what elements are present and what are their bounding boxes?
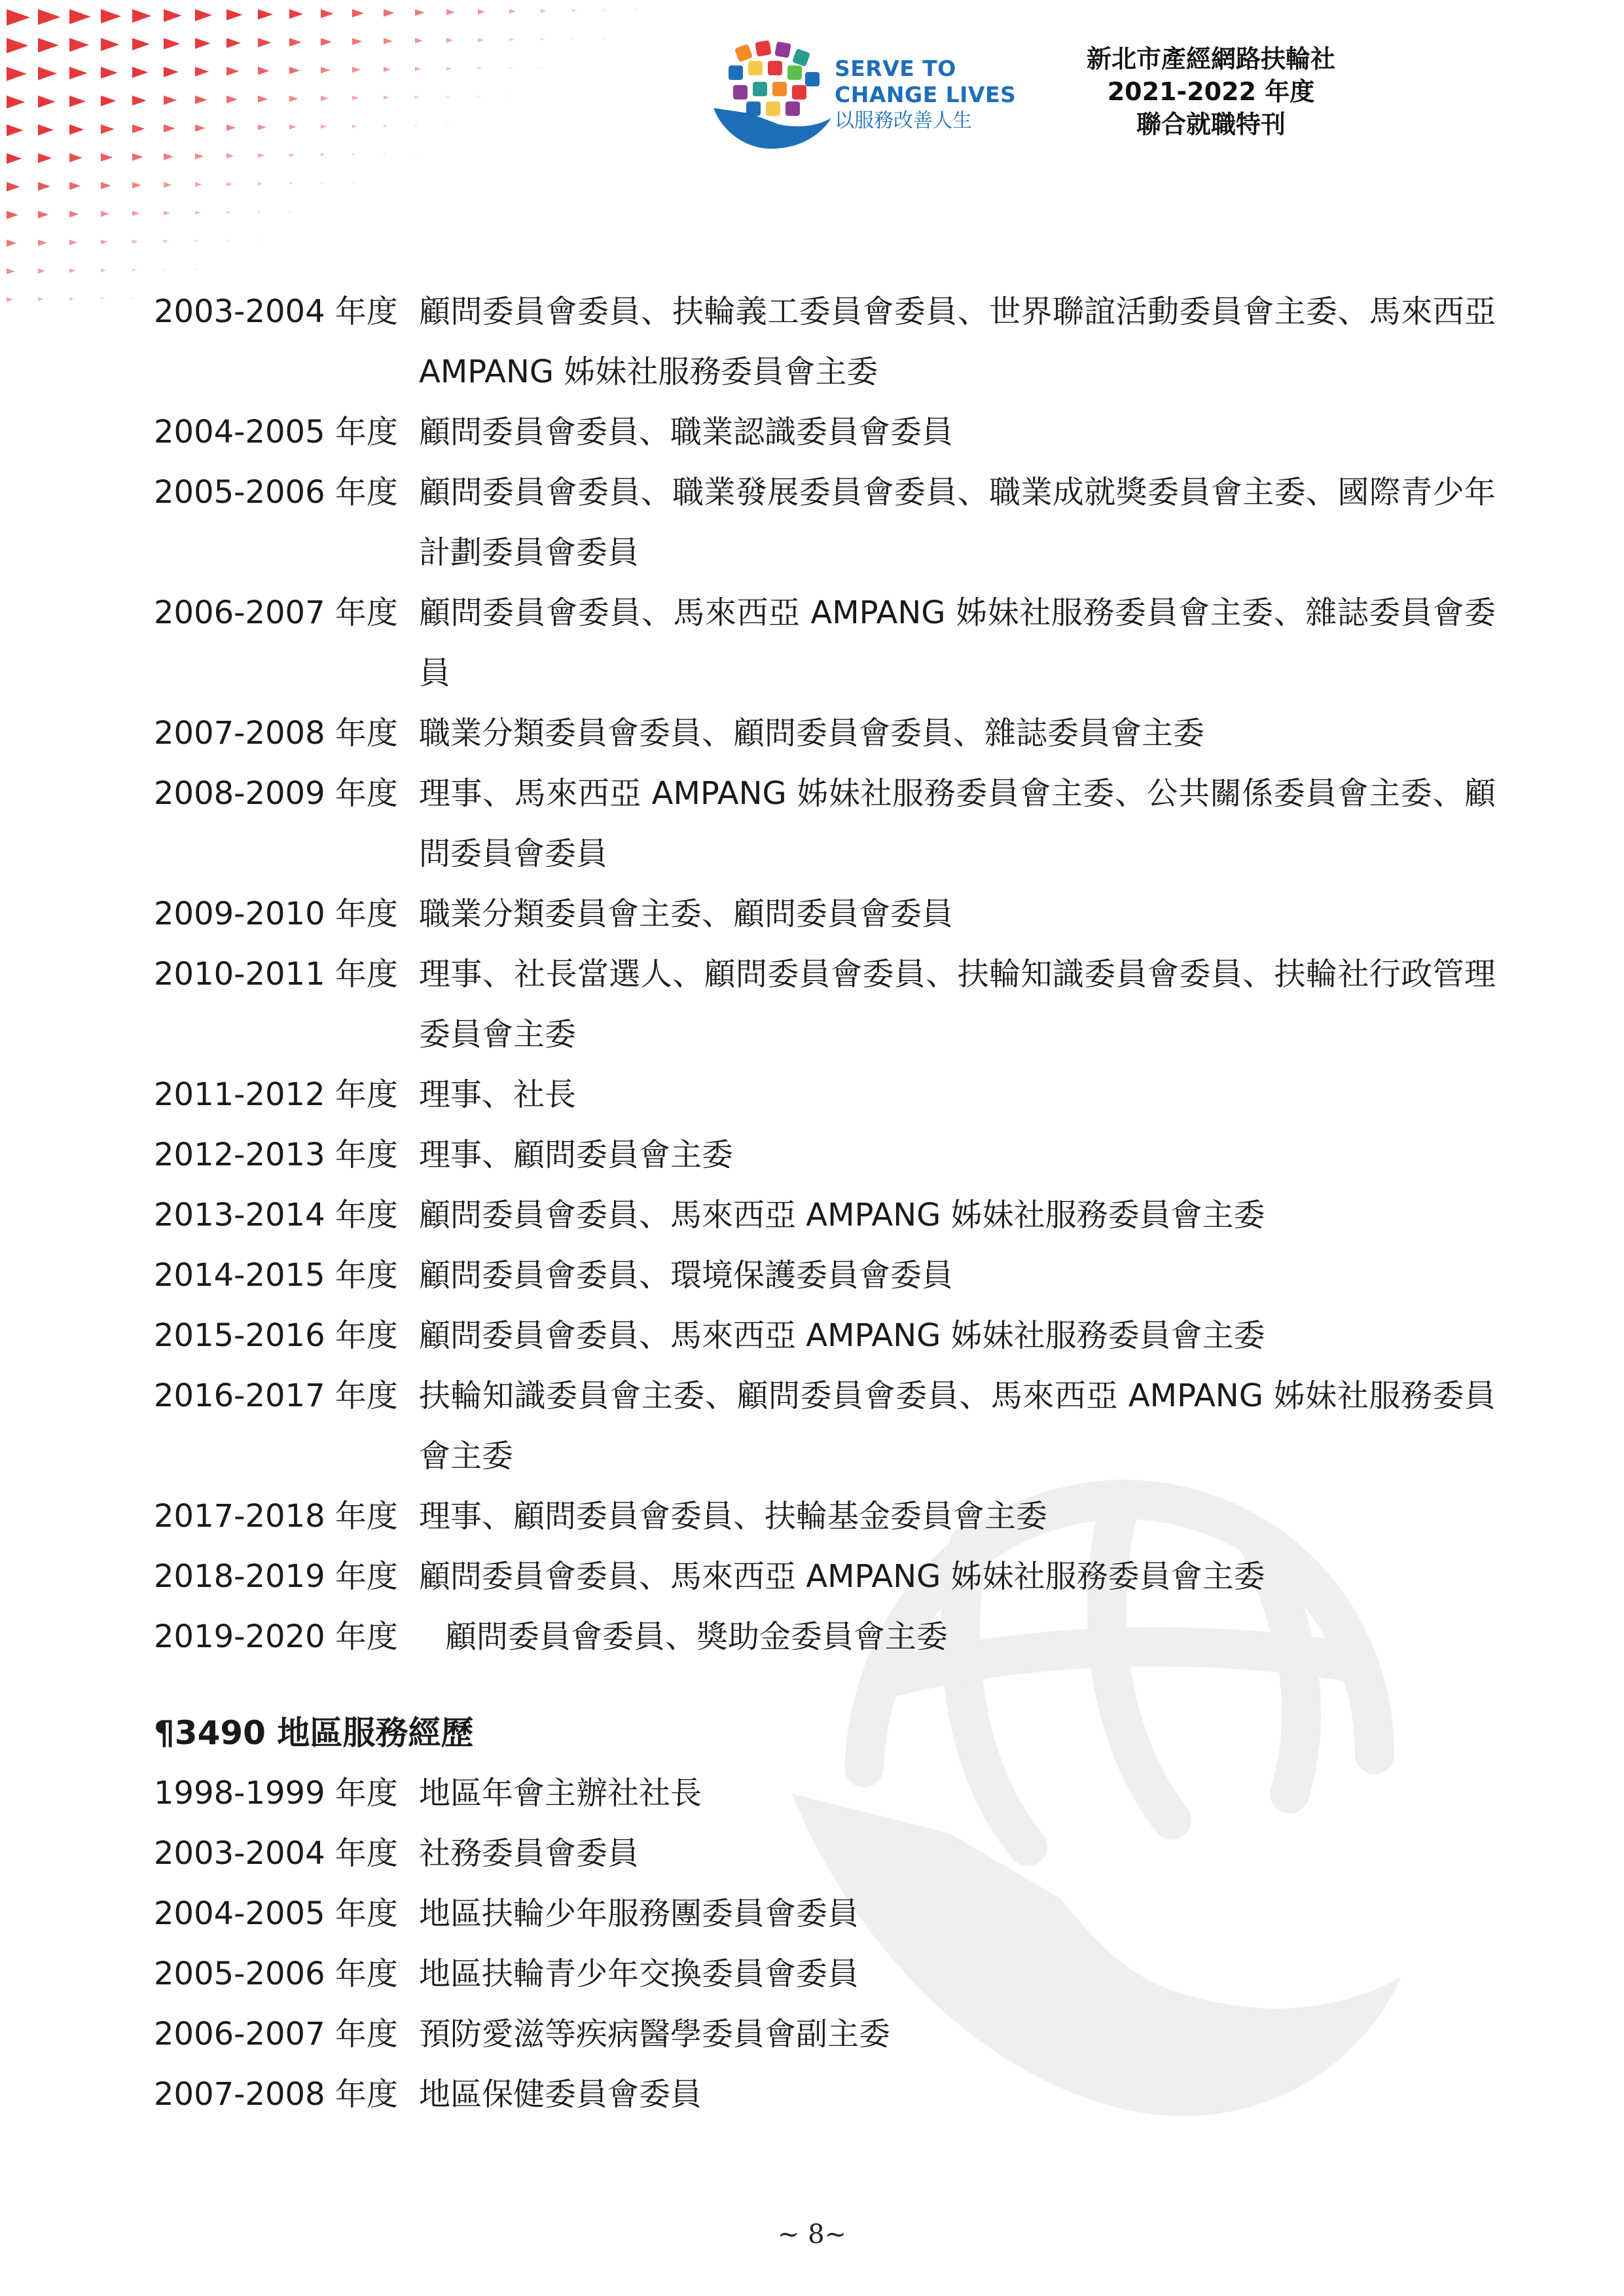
decorative-chevron (478, 38, 484, 42)
service-year: 2004-2005 年度 (154, 414, 398, 450)
decorative-chevron (101, 297, 104, 300)
logo-line-1: SERVE TO (835, 56, 956, 81)
service-description: 顧問委員會委員、馬來西亞 AMPANG 姊妹社服務委員會主委 (419, 1558, 1265, 1595)
decorative-chevron (38, 67, 57, 80)
decorative-chevron (384, 38, 393, 45)
service-description: 顧問委員會委員、職業認識委員會委員 (419, 414, 954, 450)
decorative-chevron (541, 9, 546, 13)
decorative-chevron (195, 96, 207, 104)
decorative-chevron (226, 67, 239, 76)
decorative-chevron (258, 67, 270, 75)
decorative-chevron (164, 153, 173, 160)
decorative-chevron (38, 9, 60, 25)
decorative-chevron (446, 67, 452, 71)
decorative-chevron (101, 38, 120, 51)
decorative-chevron (195, 9, 212, 21)
decorative-chevron (132, 240, 138, 244)
service-description: 顧問委員會委員、扶輪義工委員會委員、世界聯誼活動委員會主委、馬來西亞 AMPANG 姊妹社服務委員會主委 (419, 293, 1496, 390)
service-year: 2009-2010 年度 (154, 896, 398, 932)
decorative-chevron (321, 38, 332, 46)
decorative-chevron (289, 182, 293, 185)
decorative-chevron (195, 211, 200, 215)
service-year: 2016-2017 年度 (154, 1377, 398, 1414)
decorative-chevron (258, 124, 266, 130)
decorative-chevron (101, 182, 111, 189)
service-row (154, 2004, 1496, 2064)
publication-title: 聯合就職特刊 (1136, 110, 1286, 139)
decorative-chevron (101, 9, 121, 24)
service-year: 2006-2007 年度 (154, 594, 398, 631)
decorative-chevron (38, 240, 47, 246)
decorative-chevron (195, 153, 204, 159)
decorative-chevron (258, 9, 273, 20)
service-description: 地區年會主辦社社長 (419, 1775, 702, 1812)
decorative-chevron (446, 96, 450, 98)
decorative-chevron (101, 96, 116, 106)
decorative-chevron (7, 38, 28, 53)
decorative-chevron (384, 124, 388, 127)
service-year: 2012-2013 年度 (154, 1137, 398, 1173)
logo-line-2: CHANGE LIVES (835, 82, 1017, 107)
decorative-chevron (69, 268, 76, 273)
club-service-list (154, 282, 1496, 1667)
decorative-chevron (258, 211, 261, 213)
decorative-chevron (352, 124, 357, 128)
club-name: 新北市產經網路扶輪社 (1086, 45, 1335, 73)
decorative-chevron (321, 124, 327, 129)
decorative-chevron (352, 96, 359, 100)
decorative-chevron (132, 268, 136, 271)
decorative-chevron (415, 67, 422, 71)
service-description: 顧問委員會委員、獎助金委員會主委 (445, 1618, 948, 1655)
service-year: 2017-2018 年度 (154, 1498, 398, 1535)
decorative-chevron (7, 240, 16, 247)
decorative-chevron (289, 153, 295, 157)
service-row (154, 1065, 1496, 1125)
decorative-chevron (7, 211, 18, 219)
service-year: 2005-2006 年度 (154, 1956, 398, 1992)
logo-line-3: 以服務改善人生 (835, 109, 972, 132)
service-year: 2013-2014 年度 (154, 1197, 398, 1233)
decorative-chevron (258, 240, 261, 242)
decorative-chevron (195, 268, 198, 270)
decorative-chevron (446, 124, 449, 126)
serve-to-change-lives-logo-icon (710, 36, 835, 157)
decorative-chevron (195, 182, 202, 187)
decorative-chevron (69, 240, 77, 246)
decorative-chevron (132, 38, 150, 50)
service-row (154, 1185, 1496, 1245)
decorative-chevron (195, 38, 211, 49)
decorative-chevron (352, 67, 361, 73)
decorative-chevron (509, 38, 514, 41)
decorative-chevron (509, 67, 513, 69)
service-description: 理事、馬來西亞 AMPANG 姊妹社服務委員會主委、公共關係委員會主委、顧問委員會委員 (419, 775, 1496, 872)
decorative-chevron (509, 96, 512, 98)
decorative-chevron (164, 211, 170, 215)
decorative-chevron (226, 38, 241, 48)
decorative-chevron (38, 297, 44, 301)
service-row (154, 1125, 1496, 1185)
decorative-chevron (258, 96, 268, 103)
decorative-chevron (226, 211, 231, 214)
decorative-chevron (289, 67, 300, 74)
service-row (154, 763, 1496, 884)
decorative-chevron (289, 38, 302, 46)
decorative-chevron (289, 9, 303, 19)
service-year: 2015-2016 年度 (154, 1317, 398, 1354)
decorative-chevron (132, 211, 139, 216)
district-service-list (154, 1763, 1496, 2124)
decorative-chevron (415, 153, 418, 155)
decorative-chevron (101, 240, 108, 244)
service-year: 2010-2011 年度 (154, 956, 398, 993)
decorative-chevron (195, 67, 209, 77)
service-year: 2019-2020 年度 (154, 1618, 398, 1655)
decorative-chevron (321, 9, 334, 18)
decorative-chevron (226, 9, 243, 20)
service-row (154, 1823, 1496, 1884)
decorative-chevron (38, 38, 59, 52)
service-row (154, 402, 1496, 462)
decorative-chevron (101, 153, 113, 162)
decorative-chevron (164, 38, 180, 50)
service-year: 2006-2007 年度 (154, 2016, 398, 2052)
publication-year: 2021-2022 年度 (1107, 77, 1315, 106)
service-row (154, 1884, 1496, 1944)
decorative-chevron (226, 96, 238, 103)
decorative-chevron (69, 297, 74, 301)
service-year: 2014-2015 年度 (154, 1257, 398, 1294)
decorative-chevron (604, 38, 606, 40)
decorative-chevron (258, 38, 271, 47)
decorative-chevron (69, 67, 88, 79)
decorative-chevron (38, 182, 50, 191)
decorative-chevron (321, 96, 329, 101)
decorative-chevron (384, 9, 394, 16)
decorative-chevron (132, 9, 151, 23)
decorative-chevron (352, 38, 362, 45)
service-row (154, 1486, 1496, 1546)
district-section-title: ¶3490 地區服務經歷 (154, 1714, 474, 1752)
decorative-chevron (7, 124, 24, 136)
decorative-chevron (7, 9, 30, 26)
decorative-chevron (321, 153, 325, 156)
service-year: 2003-2004 年度 (154, 293, 398, 330)
service-description: 理事、社長當選人、顧問委員會委員、扶輪知識委員會委員、扶輪社行政管理委員會主委 (419, 956, 1496, 1053)
decorative-chevron (478, 96, 480, 98)
decorative-chevron (384, 96, 389, 100)
decorative-chevron (415, 124, 418, 126)
service-row (154, 884, 1496, 944)
service-description: 顧問委員會委員、職業發展委員會委員、職業成就獎委員會主委、國際青少年計劃委員會委員 (419, 474, 1496, 571)
service-description: 社務委員會委員 (419, 1835, 640, 1872)
decorative-chevron (509, 9, 516, 14)
decorative-chevron (38, 268, 45, 274)
decorative-chevron (69, 124, 84, 135)
service-row (154, 1245, 1496, 1305)
service-description: 地區扶輪少年服務團委員會委員 (419, 1895, 859, 1932)
service-year: 1998-1999 年度 (154, 1775, 398, 1812)
decorative-chevron (69, 38, 89, 52)
decorative-chevron (38, 124, 54, 136)
decorative-chevron (164, 182, 171, 188)
decorative-chevron (101, 268, 106, 272)
decorative-chevron (478, 67, 482, 69)
service-row (154, 1366, 1496, 1486)
service-description: 職業分類委員會委員、顧問委員會委員、雜誌委員會主委 (419, 715, 1205, 752)
service-year: 2018-2019 年度 (154, 1558, 398, 1595)
decorative-chevron (415, 9, 425, 16)
decorative-chevron (7, 67, 27, 81)
service-description: 顧問委員會委員、馬來西亞 AMPANG 姊妹社服務委員會主委、雜誌委員會委員 (419, 594, 1496, 691)
decorative-chevron (195, 240, 199, 242)
decorative-chevron (164, 124, 175, 132)
decorative-chevron (352, 9, 364, 18)
decorative-chevron (132, 124, 145, 133)
decorative-chevron (321, 67, 330, 73)
decorative-chevron (164, 268, 167, 270)
service-row (154, 944, 1496, 1065)
decorative-chevron (541, 38, 545, 41)
decorative-chevron (226, 124, 236, 131)
service-description: 地區扶輪青少年交換委員會委員 (419, 1956, 859, 1992)
service-row (154, 2064, 1496, 2124)
decorative-chevron (415, 38, 423, 44)
service-row (154, 1546, 1496, 1607)
service-row (154, 1763, 1496, 1823)
decorative-chevron (289, 211, 292, 213)
decorative-chevron (101, 124, 115, 134)
service-description: 理事、社長 (419, 1076, 577, 1113)
decorative-chevron (132, 297, 135, 299)
service-description: 職業分類委員會主委、顧問委員會委員 (419, 896, 954, 932)
service-description: 顧問委員會委員、環境保護委員會委員 (419, 1257, 954, 1294)
service-description: 理事、顧問委員會主委 (419, 1137, 734, 1173)
decorative-chevron (289, 124, 297, 130)
decorative-chevron (7, 96, 25, 109)
decorative-chevron (164, 67, 179, 77)
page-number: ~ 8~ (777, 2219, 847, 2250)
decorative-chevron (132, 182, 141, 189)
service-row (154, 1607, 1496, 1667)
decorative-chevron (132, 96, 147, 105)
service-row (154, 282, 1496, 402)
decorative-chevron (384, 67, 391, 72)
decorative-chevron (69, 9, 91, 24)
decorative-chevron (635, 9, 638, 11)
decorative-chevron (541, 67, 543, 69)
decorative-chevron (7, 297, 13, 302)
decorative-chevron (7, 153, 22, 164)
decorative-chevron (101, 211, 109, 217)
decorative-chevron (132, 67, 148, 78)
service-year: 2005-2006 年度 (154, 474, 398, 511)
decorative-chevron (69, 211, 79, 217)
decorative-chevron (478, 9, 485, 14)
decorative-chevron (164, 240, 168, 243)
decorative-chevron (384, 153, 386, 155)
decorative-chevron (7, 268, 15, 274)
service-row (154, 703, 1496, 763)
service-row (154, 462, 1496, 583)
service-description: 顧問委員會委員、馬來西亞 AMPANG 姊妹社服務委員會主委 (419, 1317, 1265, 1354)
service-description: 理事、顧問委員會委員、扶輪基金委員會主委 (419, 1498, 1048, 1535)
decorative-chevron (321, 182, 323, 184)
decorative-chevron (258, 182, 262, 185)
service-row (154, 1305, 1496, 1366)
service-year: 2003-2004 年度 (154, 1835, 398, 1872)
service-history (154, 282, 1496, 2124)
decorative-chevron (352, 182, 355, 184)
decorative-chevron (38, 211, 48, 218)
decorative-chevron (101, 67, 118, 79)
decorative-chevron (69, 182, 81, 190)
decorative-chevron (572, 38, 575, 40)
service-year: 2004-2005 年度 (154, 1895, 398, 1932)
service-description: 顧問委員會委員、馬來西亞 AMPANG 姊妹社服務委員會主委 (419, 1197, 1265, 1233)
decorative-chevron (195, 124, 206, 132)
decorative-chevron (226, 182, 232, 186)
service-year: 2008-2009 年度 (154, 775, 398, 812)
decorative-chevron (446, 9, 455, 15)
decorative-chevron (258, 153, 264, 158)
decorative-chevron (572, 9, 577, 12)
decorative-chevron (7, 182, 20, 191)
decorative-chevron (69, 96, 86, 107)
service-row (154, 583, 1496, 703)
decorative-chevron (446, 38, 454, 43)
service-year: 2007-2008 年度 (154, 2076, 398, 2113)
decorative-chevron (69, 153, 82, 162)
service-row (154, 1944, 1496, 2004)
decorative-chevron (352, 153, 355, 156)
decorative-chevron (38, 153, 52, 163)
service-year: 2011-2012 年度 (154, 1076, 398, 1113)
decorative-chevron (415, 96, 420, 99)
service-description: 預防愛滋等疾病醫學委員會副主委 (419, 2016, 891, 2052)
decorative-chevron (289, 96, 298, 101)
decorative-chevron (38, 96, 56, 108)
decorative-chevron (164, 96, 177, 105)
decorative-chevron (132, 153, 143, 161)
decorative-chevron (164, 9, 182, 22)
decorative-chevron (226, 153, 234, 158)
service-year: 2007-2008 年度 (154, 715, 398, 752)
logo-wordmark (835, 56, 1016, 134)
service-description: 扶輪知識委員會主委、顧問委員會委員、馬來西亞 AMPANG 姊妹社服務委員會主委 (419, 1377, 1496, 1474)
publication-header (1028, 43, 1394, 141)
decorative-chevron (604, 9, 607, 11)
decorative-chevron (226, 240, 229, 242)
service-description: 地區保健委員會委員 (419, 2076, 702, 2113)
